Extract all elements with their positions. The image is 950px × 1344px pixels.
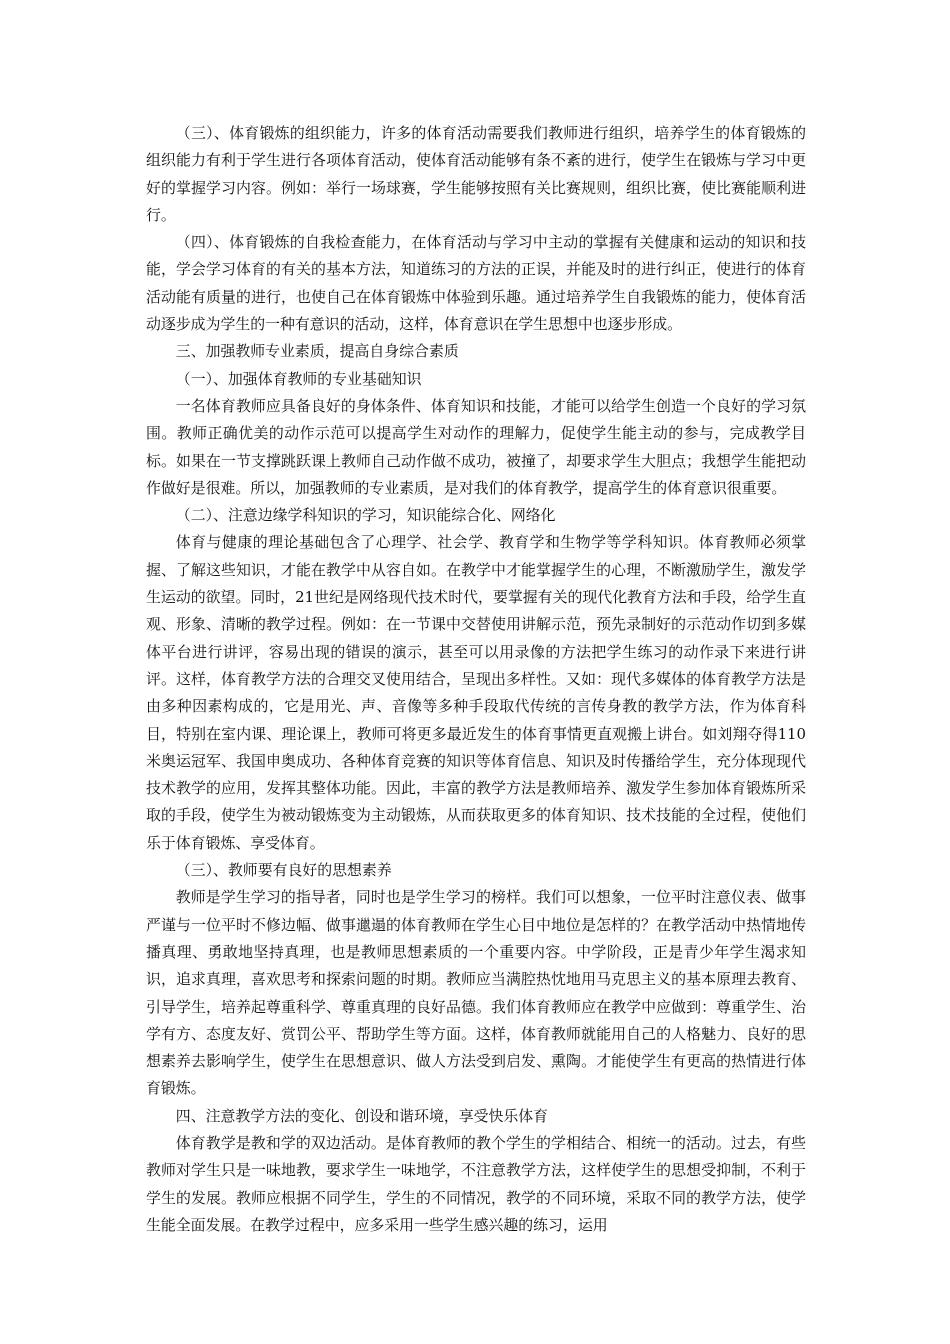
document-page <box>146 120 806 1239</box>
subsection-heading-3-2: （二）、注意边缘学科知识的学习，知识能综合化、网络化 <box>175 506 556 525</box>
section-heading-4: 四、注意教学方法的变化、创设和谐环境，享受快乐体育 <box>175 1106 549 1125</box>
subsection-heading-3-1: （一）、加强体育教师的专业基础知识 <box>175 369 422 388</box>
paragraph-interdisciplinary-knowledge: 体育与健康的理论基础包含了心理学、社会学、教育学和生物学等学科知识。体育教师必须掌握、了解这些知识，才能在教学中从容自如。在教学中才能掌握学生的心理，不断激励学生，激发学生运动的欲望。同时，21世纪是网络现代技术时代，要掌握有关的现代化教育方法和手段，给学生直观、形象、清晰的教学过程。例如：在一节课中交替使用讲解示范，预先录制好的示范动作切到多媒体平台进行讲评，容易出现的错误的演示，甚至可以用录像的方法把学生练习的动作录下来进行讲评。这样，体育教学方法的合理交叉使用结合，呈现出多样性。又如：现代多媒体的体育教学方法是由多种因素构成的，它是用光、声、音像等多种手段取代传统的言传身教的教学方法，作为体育科目，特别在室内课、理论课上，教师可将更多最近发生的体育事情更直观搬上讲台。如刘翔夺得110米奥运冠军、我国申奥成功、各种体育竞赛的知识等体育信息、知识及时传播给学生，充分体现现代技术教学的应用，发挥其整体功能。因此，丰富的教学方法是教师培养、激发学生参加体育锻炼所采取的手段，使学生为被动锻炼变为主动锻炼，从而获取更多的体育知识、技术技能的全过程，使他们乐于体育锻炼、享受体育。 <box>146 533 806 852</box>
section-heading-3: 三、加强教师专业素质，提高自身综合素质 <box>175 342 459 361</box>
paragraph-teaching-methods: 体育教学是教和学的双边活动。是体育教师的教个学生的学相结合、相统一的活动。过去，有些教师对学生只是一味地教，要求学生一味地学，不注意教学方法，这样使学生的思想受抑制，不利于学生的发展。教师应根据不同学生，学生的不同情况，教学的不同环境，采取不同的教学方法，使学生能全面发展。在教学过程中，应多采用一些学生感兴趣的练习，运用 <box>146 1133 806 1234</box>
paragraph-organization-ability: （三）、体育锻炼的组织能力，许多的体育活动需要我们教师进行组织，培养学生的体育锻炼的组织能力有利于学生进行各项体育活动，使体育活动能够有条不紊的进行，使学生在锻炼与学习中更好的掌握学习内容。例如：举行一场球赛，学生能够按照有关比赛规则，组织比赛，使比赛能顺利进行。 <box>146 124 806 224</box>
paragraph-self-check-ability: （四）、体育锻炼的自我检查能力，在体育活动与学习中主动的掌握有关健康和运动的知识和技能，学会学习体育的有关的基本方法，知道练习的方法的正误，并能及时的进行纠正，使进行的体育活动能有质量的进行，也使自己在体育锻炼中体验到乐趣。通过培养学生自我锻炼的能力，使体育活动逐步成为学生的一种有意识的活动，这样，体育意识在学生思想中也逐步形成。 <box>146 233 806 334</box>
paragraph-ideological-quality: 教师是学生学习的指导者，同时也是学生学习的榜样。我们可以想象，一位平时注意仪表、做事严谨与一位平时不修边幅、做事邋遢的体育教师在学生心目中地位是怎样的？在教学活动中热情地传播真理、勇敢地坚持真理，也是教师思想素质的一个重要内容。中学阶段，正是青少年学生渴求知识，追求真理，喜欢思考和探索问题的时期。教师应当满腔热忱地用马克思主义的基本原理去教育、引导学生，培养起尊重科学、尊重真理的良好品德。我们体育教师应在教学中应做到：尊重学生、治学有方、态度友好、赏罚公平、帮助学生等方面。这样，体育教师就能用自己的人格魅力、良好的思想素养去影响学生，使学生在思想意识、做人方法受到启发、熏陶。才能使学生有更高的热情进行体育锻炼。 <box>146 888 806 1098</box>
subsection-heading-3-3: （三）、教师要有良好的思想素养 <box>175 861 392 880</box>
paragraph-professional-knowledge: 一名体育教师应具备良好的身体条件、体育知识和技能，才能可以给学生创造一个良好的学习氛围。教师正确优美的动作示范可以提高学生对动作的理解力，促使学生能主动的参与，完成教学目标。如果在一节支撑跳跃课上教师自己动作做不成功，被撞了，却要求学生大胆点；我想学生能把动作做好是很难。所以，加强教师的专业素质，是对我们的体育教学，提高学生的体育意识很重要。 <box>146 396 806 497</box>
